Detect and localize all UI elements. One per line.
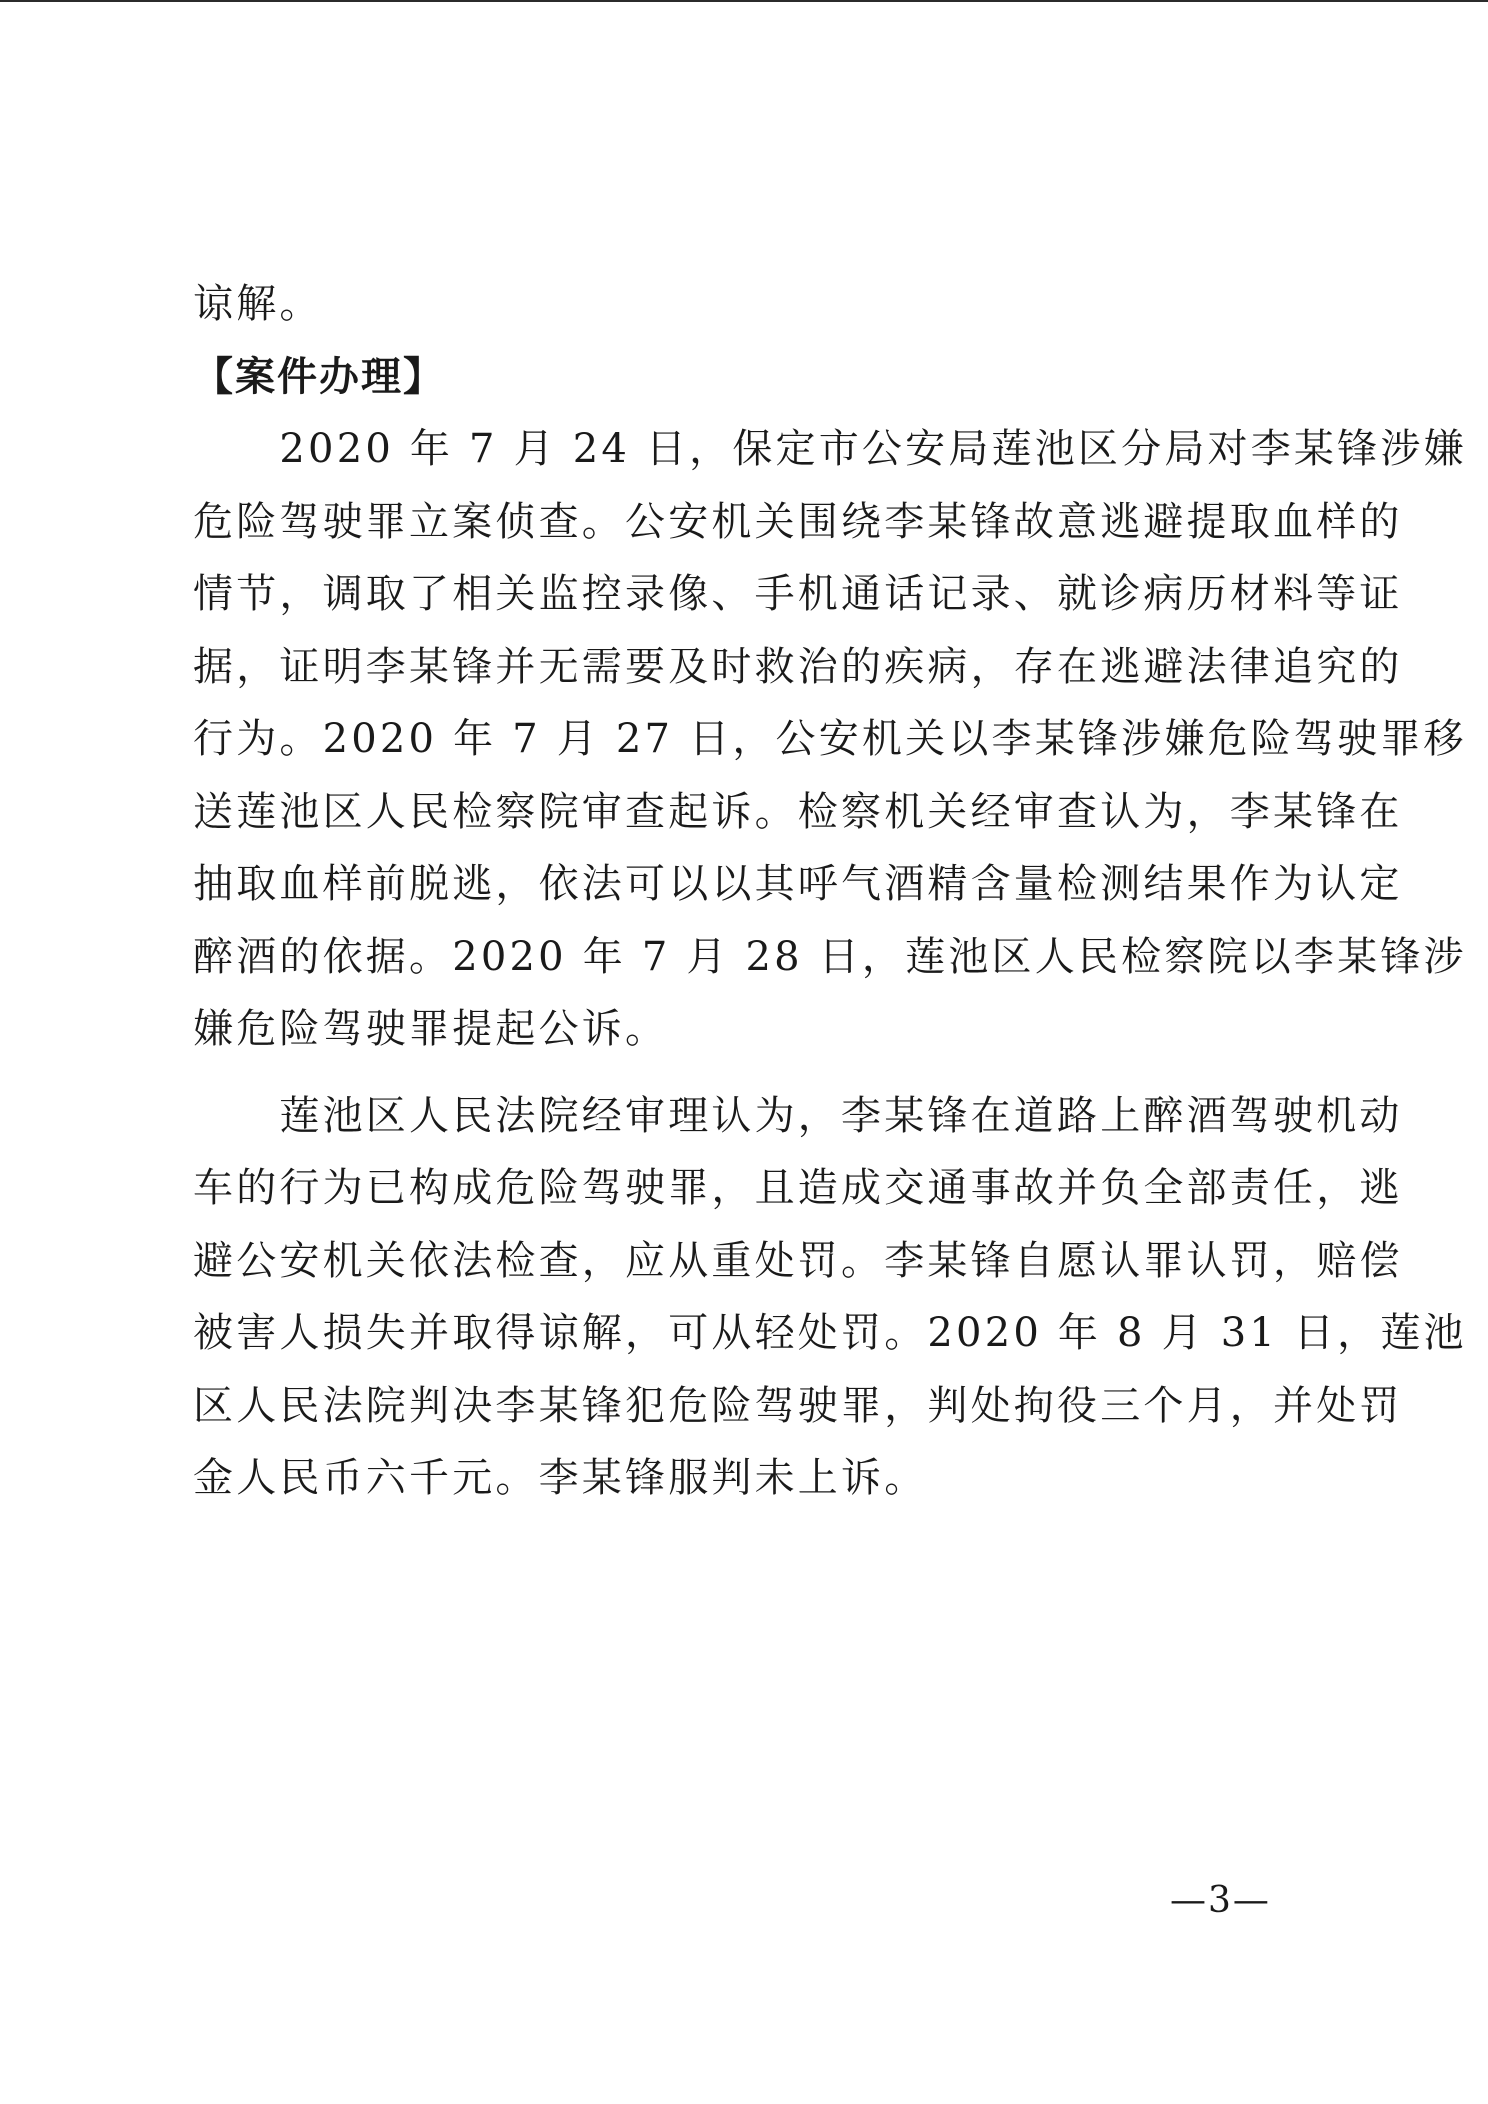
- paragraph-line: 抽取血样前脱逃，依法可以以其呼气酒精含量检测结果作为认定: [193, 861, 1403, 907]
- paragraph-line: 危险驾驶罪立案侦查。公安机关围绕李某锋故意逃避提取血样的: [193, 498, 1403, 545]
- paragraph-line: 送莲池区人民检察院审查起诉。检察机关经审查认为，李某锋在: [193, 788, 1403, 835]
- paragraph-line: 避公安机关依法检查，应从重处罚。李某锋自愿认罪认罚，赔偿: [193, 1237, 1403, 1284]
- paragraph-judgment: [193, 1080, 1467, 1515]
- page-number: —3—: [1170, 1880, 1271, 1921]
- paragraph-line: 2020 年 7 月 24 日，保定市公安局莲池区分局对李某锋涉嫌: [193, 426, 1467, 472]
- intro-line: 谅解。: [193, 281, 323, 327]
- paragraph-line: 情节，调取了相关监控录像、手机通话记录、就诊病历材料等证: [193, 571, 1403, 617]
- paragraph-line: 行为。2020 年 7 月 27 日，公安机关以李某锋涉嫌危险驾驶罪移: [193, 716, 1467, 762]
- paragraph-line: 据，证明李某锋并无需要及时救治的疾病，存在逃避法律追究的: [193, 643, 1403, 690]
- paragraph-line: 车的行为已构成危险驾驶罪，且造成交通事故并负全部责任，逃: [193, 1165, 1403, 1211]
- top-border-line: [0, 0, 1488, 2]
- paragraph-line: 醉酒的依据。2020 年 7 月 28 日，莲池区人民检察院以李某锋涉: [193, 933, 1467, 980]
- section-heading-case-handling: 【案件办理】: [193, 353, 445, 400]
- paragraph-gap: [193, 1066, 1303, 1080]
- paragraph-line: 被害人损失并取得谅解，可从轻处罚。2020 年 8 月 31 日，莲池: [193, 1310, 1467, 1356]
- paragraph-investigation: [193, 413, 1467, 1066]
- paragraph-line: 区人民法院判决李某锋犯危险驾驶罪，判处拘役三个月，并处罚: [193, 1382, 1403, 1429]
- paragraph-line: 嫌危险驾驶罪提起公诉。: [193, 1006, 669, 1052]
- document-body: [193, 268, 1467, 1515]
- paragraph-line: 金人民币六千元。李某锋服判未上诉。: [193, 1455, 928, 1501]
- paragraph-line: 莲池区人民法院经审理认为，李某锋在道路上醉酒驾驶机动: [193, 1092, 1403, 1139]
